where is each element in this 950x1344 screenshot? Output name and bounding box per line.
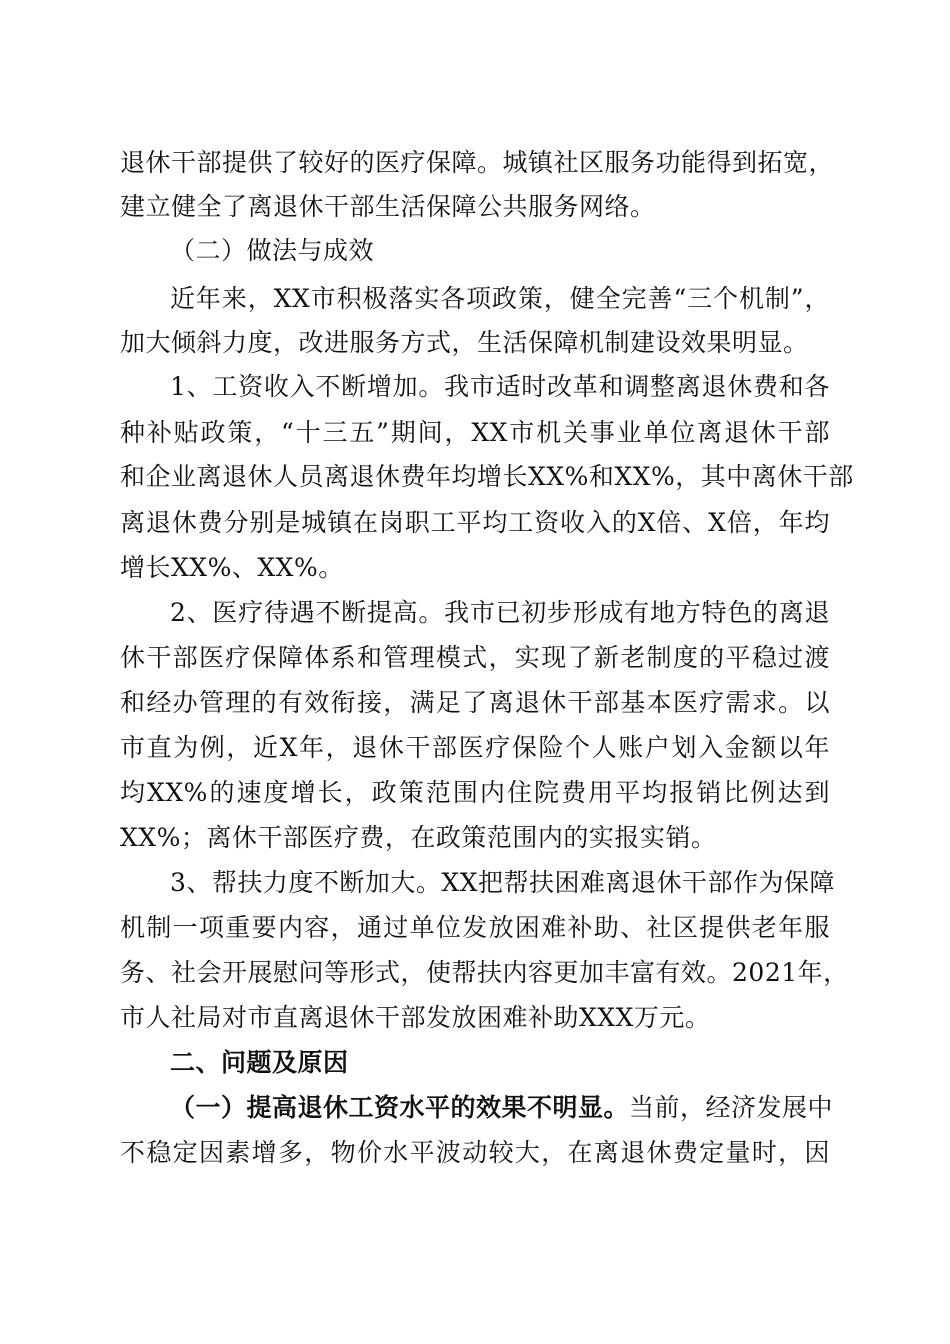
text-line: 1、工资收入不断增加。我市适时改革和调整离退休费和各 (170, 372, 830, 401)
line-tail: 当前，经济发展中 (629, 1093, 834, 1122)
text-line: 不稳定因素增多，物价水平波动较大，在离退休费定量时，因 (120, 1138, 830, 1167)
text-line: 市人社局对市直离退休干部发放困难补助XXX万元。 (120, 1003, 711, 1032)
text-line: 种补贴政策，“十三五”期间，XX市机关事业单位离退休干部 (120, 418, 830, 447)
text-line: 和企业离退休人员离退休费年均增长XX%和XX%，其中离休干部 (120, 462, 854, 491)
text-line: 加大倾斜力度，改进服务方式，生活保障机制建设效果明显。 (120, 328, 809, 357)
text-line: 离退休费分别是城镇在岗职工平均工资收入的X倍、X倍，年均 (120, 508, 830, 537)
text-line: XX%；离休干部医疗费，在政策范围内的实报实销。 (120, 823, 717, 852)
text-line: 和经办管理的有效衔接，满足了离退休干部基本医疗需求。以 (120, 688, 830, 717)
section-heading: （二）做法与成效 (170, 236, 375, 265)
text-line: 休干部医疗保障体系和管理模式，实现了新老制度的平稳过渡 (120, 643, 830, 672)
bold-lead: （一）提高退休工资水平的效果不明显。 (170, 1093, 630, 1122)
text-line: 退休干部提供了较好的医疗保障。城镇社区服务功能得到拓宽， (120, 148, 835, 177)
text-line: 务、社会开展慰问等形式，使帮扶内容更加丰富有效。2021年， (120, 958, 849, 987)
text-line: 3、帮扶力度不断加大。XX把帮扶困难离退休干部作为保障 (170, 868, 836, 897)
text-line: 机制一项重要内容，通过单位发放困难补助、社区提供老年服 (120, 913, 830, 942)
text-line: 增长XX%、XX%。 (120, 553, 344, 582)
text-line: 市直为例，近X年，退休干部医疗保险个人账户划入金额以年 (120, 733, 830, 762)
text-line: 近年来，XX市积极落实各项政策，健全完善“三个机制”， (170, 284, 830, 313)
section-heading: 二、问题及原因 (170, 1048, 349, 1077)
text-line: 均XX%的速度增长，政策范围内住院费用平均报销比例达到 (120, 778, 830, 807)
text-line: 2、医疗待遇不断提高。我市已初步形成有地方特色的离退 (170, 598, 830, 627)
text-line-mixed (170, 1088, 834, 1128)
text-line: 建立健全了离退休干部生活保障公共服务网络。 (120, 192, 656, 221)
